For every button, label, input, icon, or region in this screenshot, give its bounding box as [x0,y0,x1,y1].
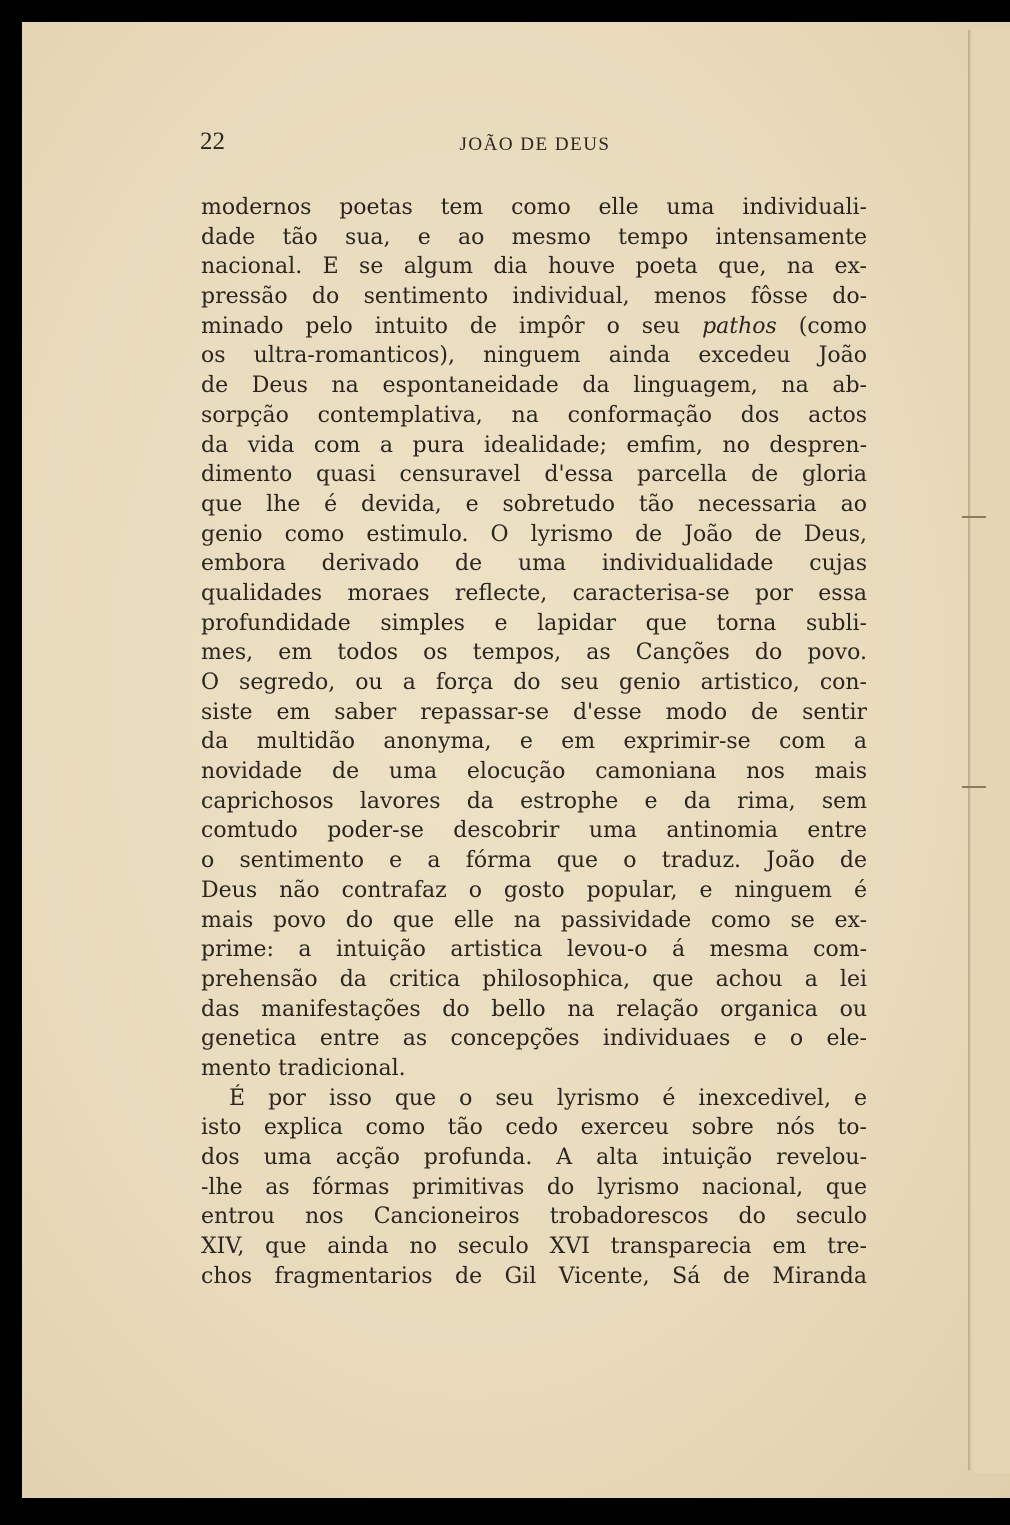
text-line: que lhe é devida, e sobretudo tão necessaria ao [201,491,867,517]
text-line: entrou nos Cancioneiros trobadorescos do seculo [201,1204,867,1230]
text-line: de Deus na espontaneidade da linguagem, na ab- [201,373,867,399]
text-line: dimento quasi censuravel d'essa parcella de gloria [201,462,867,488]
running-head [200,128,870,162]
text-line: profundidade simples e lapidar que torna subli- [201,610,867,636]
text-line: dade tão sua, e ao mesmo tempo intensamente [201,224,867,250]
text-line: prime: a intuição artistica levou-o á mesma com- [201,937,867,963]
text-line [201,312,867,342]
text-line: chos fragmentarios de Gil Vicente, Sá de Miranda [201,1263,867,1289]
text-line: O segredo, ou a força do seu genio artistico, con- [201,670,867,695]
text-line: os ultra-romanticos), ninguem ainda excedeu João [201,343,867,369]
text-line: dos uma acção profunda. A alta intuição revelou- [201,1145,867,1170]
text-line: nacional. E se algum dia houve poeta que, na ex- [201,254,867,280]
next-page-strip [973,28,1010,1473]
text-line: mais povo do que elle na passividade como se ex- [201,907,867,933]
text-line: o sentimento e a fórma que o traduz. João de [201,848,867,874]
text-line: genetica entre as concepções individuaes e o ele- [201,1026,867,1052]
italic-word: pathos [702,313,777,339]
text-line: Deus não contrafaz o gosto popular, e ninguem é [201,877,867,903]
text-line: comtudo poder-se descobrir uma antinomia entre [201,818,867,844]
text-line: pressão do sentimento individual, menos fôsse do- [201,284,867,310]
text-line: mes, em todos os tempos, as Canções do povo. [201,640,867,666]
running-head-title: JOÃO DE DEUS [459,134,611,155]
text-line: siste em saber repassar-se d'esse modo de sentir [201,699,867,725]
text-line: XIV, que ainda no seculo XVI transparecia em tre- [201,1234,867,1260]
text-line: embora derivado de uma individualidade cujas [201,551,867,577]
text-line: da multidão anonyma, e em exprimir-se com a [201,729,867,755]
text-line: novidade de uma elocução camoniana nos mais [201,759,867,785]
paragraph-last-line: mento tradicional. [201,1055,406,1081]
text-line: -lhe as fórmas primitivas do lyrismo nacional, que [201,1174,867,1200]
edge-tick-mark [962,786,986,788]
text-run: (como [776,313,867,339]
edge-tick-mark [962,516,986,518]
text-line: isto explica como tão cedo exerceu sobre nós to- [201,1115,867,1141]
text-line: da vida com a pura idealidade; emfim, no despren- [201,432,867,458]
text-line: das manifestações do bello na relação organica ou [201,996,867,1022]
text-line: prehensão da critica philosophica, que achou a lei [201,966,867,992]
text-run: minado pelo intuito de impôr o seu [201,313,703,339]
paragraph-first-line: É por isso que o seu lyrismo é inexcedivel, e [229,1085,867,1111]
text-line: caprichosos lavores da estrophe e da rima, sem [201,788,867,814]
text-line: genio como estimulo. O lyrismo de João de Deus, [201,521,867,547]
text-line: qualidades moraes reflecte, caracterisa-se por essa [201,580,867,606]
page-fold-edge [968,30,971,1470]
text-line: modernos poetas tem como elle uma individuali- [201,195,867,220]
text-line: sorpção contemplativa, na conformação dos actos [201,402,867,428]
page-number: 22 [200,128,225,155]
body-text [201,193,867,1291]
